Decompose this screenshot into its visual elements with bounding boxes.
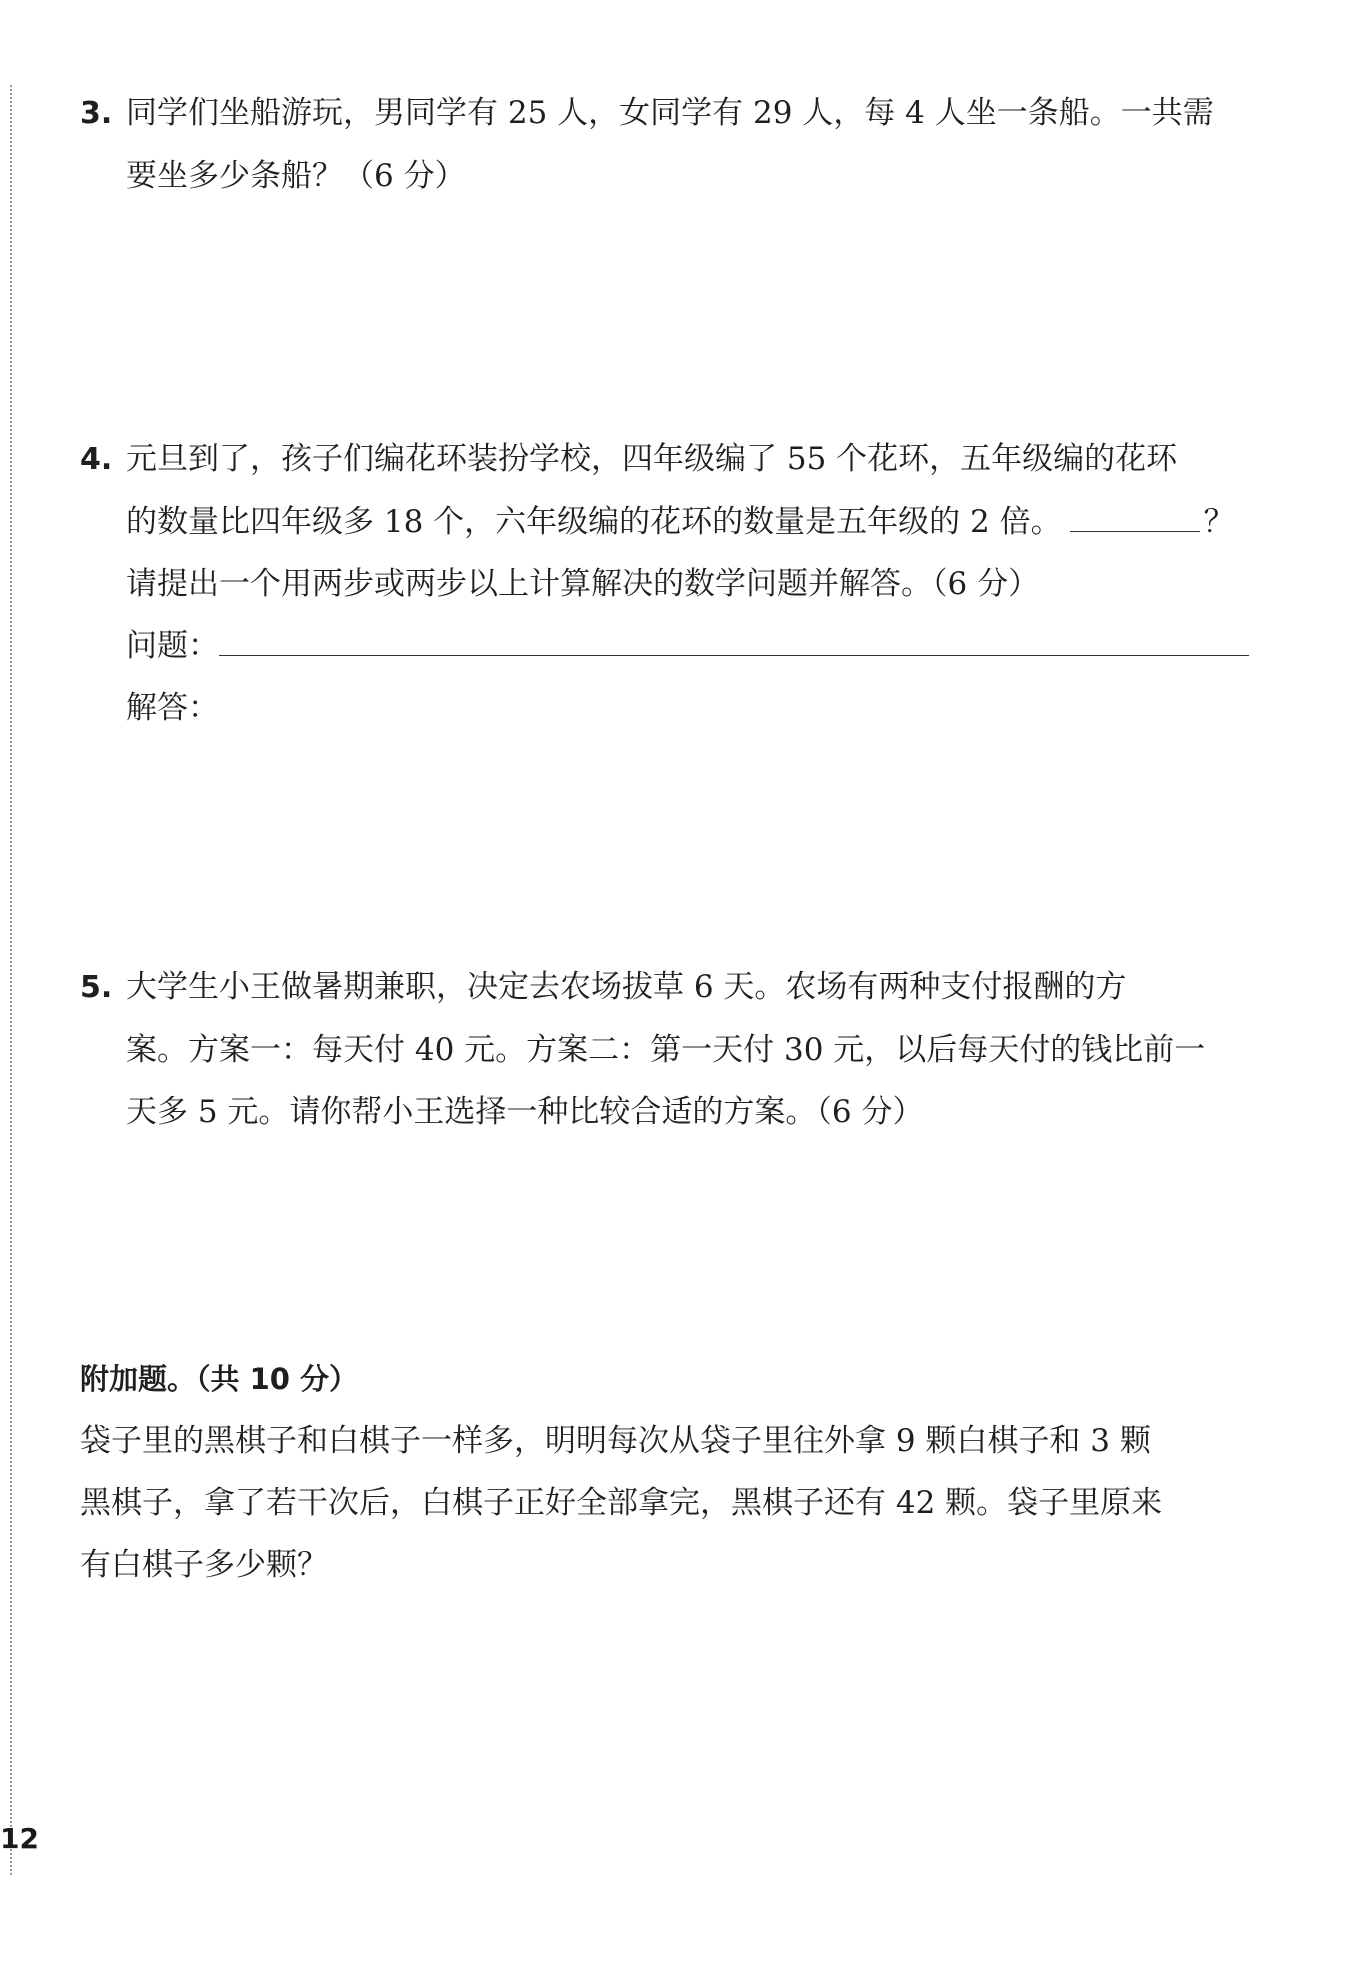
question-5-line-3: 天多 5 元。请你帮小王选择一种比较合适的方案。（6 分） bbox=[126, 1094, 924, 1130]
question-4-problem-row bbox=[80, 615, 1250, 677]
question-4-line-1 bbox=[80, 428, 1250, 491]
question-text: 大学生小王做暑期兼职，决定去农场拔草 6 天。农场有两种支付报酬的方 bbox=[126, 969, 1127, 1005]
question-5-line-2: 案。方案一：每天付 40 元。方案二：第一天付 30 元，以后每天付的钱比前一 bbox=[126, 1032, 1206, 1068]
problem-label: 问题： bbox=[126, 628, 219, 664]
answer-label: 解答： bbox=[126, 690, 219, 726]
question-number: 4. bbox=[80, 442, 113, 477]
question-3-line-2: 要坐多少条船？（6 分） bbox=[126, 158, 466, 194]
bonus-line-3: 有白棋子多少颗？ bbox=[80, 1547, 328, 1583]
page-number: 12 bbox=[0, 1822, 39, 1855]
bonus-question bbox=[80, 1410, 1260, 1596]
question-4 bbox=[80, 428, 1250, 739]
question-text: 同学们坐船游玩，男同学有 25 人，女同学有 29 人，每 4 人坐一条船。一共需 bbox=[126, 95, 1214, 131]
question-number: 5. bbox=[80, 970, 113, 1005]
question-4-line-3: 请提出一个用两步或两步以上计算解决的数学问题并解答。（6 分） bbox=[126, 566, 1040, 602]
question-number: 3. bbox=[80, 96, 113, 131]
bonus-line-2: 黑棋子，拿了若干次后，白棋子正好全部拿完，黑棋子还有 42 颗。袋子里原来 bbox=[80, 1485, 1163, 1521]
question-mark: ？ bbox=[1203, 504, 1235, 540]
bonus-line-1: 袋子里的黑棋子和白棋子一样多，明明每次从袋子里往外拿 9 颗白棋子和 3 颗 bbox=[80, 1423, 1151, 1459]
page-binding-edge bbox=[10, 85, 12, 1875]
bonus-title: 附加题。（共 10 分） bbox=[80, 1362, 359, 1396]
fill-in-blank[interactable] bbox=[1070, 501, 1200, 532]
question-5-line-1 bbox=[80, 956, 1250, 1019]
question-text: 元旦到了，孩子们编花环装扮学校，四年级编了 55 个花环，五年级编的花环 bbox=[126, 441, 1178, 477]
question-4-answer-row bbox=[80, 677, 1250, 739]
question-text: 的数量比四年级多 18 个，六年级编的花环的数量是五年级的 2 倍。 bbox=[126, 504, 1062, 540]
question-4-line-2 bbox=[80, 491, 1250, 553]
question-5 bbox=[80, 956, 1250, 1143]
question-3 bbox=[80, 82, 1250, 207]
question-3-line-1 bbox=[80, 82, 1250, 145]
problem-answer-line[interactable] bbox=[219, 621, 1249, 656]
